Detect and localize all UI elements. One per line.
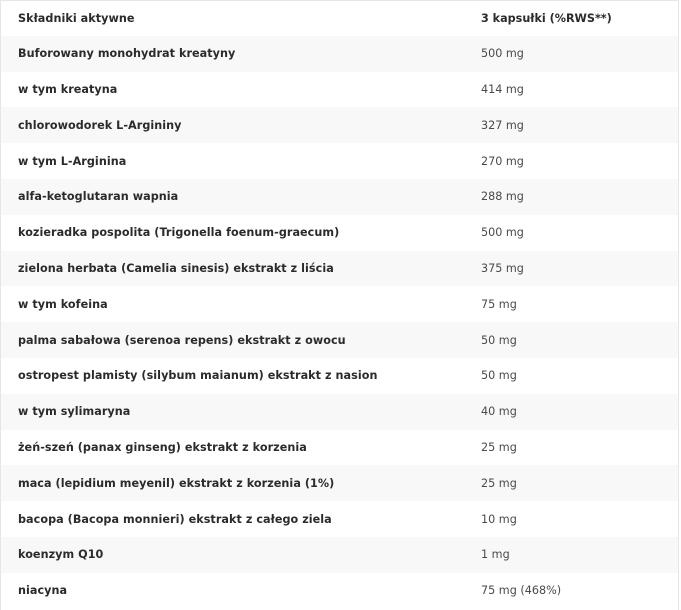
ingredient-name: bacopa (Bacopa monnieri) ekstrakt z całego ziela (18, 512, 332, 526)
column-header-ingredient: Składniki aktywne (18, 11, 135, 25)
ingredient-name: koenzym Q10 (18, 548, 104, 562)
column-header-amount: 3 kapsułki (%RWS**) (481, 11, 612, 25)
ingredient-amount: 10 mg (481, 512, 517, 526)
ingredient-name: żeń-szeń (panax ginseng) ekstrakt z korzenia (18, 440, 307, 454)
ingredient-amount: 327 mg (481, 118, 524, 132)
ingredient-amount: 40 mg (481, 405, 517, 419)
ingredient-amount: 500 mg (481, 47, 524, 61)
ingredient-amount: 75 mg (468%) (481, 584, 562, 598)
ingredient-amount: 75 mg (481, 297, 517, 311)
table-row (1, 537, 678, 573)
ingredient-amount: 288 mg (481, 190, 524, 204)
table-row (1, 501, 678, 537)
ingredient-name: ostropest plamisty (silybum maianum) ekstrakt z nasion (18, 369, 378, 383)
table-row (1, 573, 678, 609)
table-row (1, 358, 678, 394)
table-row (1, 36, 678, 72)
table-row (1, 72, 678, 108)
ingredient-name: alfa-ketoglutaran wapnia (18, 190, 179, 204)
table-row (1, 251, 678, 287)
ingredient-name: w tym kofeina (18, 297, 108, 311)
table-body (1, 36, 678, 609)
ingredient-name: Buforowany monohydrat kreatyny (18, 47, 236, 61)
table-row (1, 430, 678, 466)
ingredient-name: w tym L-Arginina (18, 154, 127, 168)
ingredient-amount: 25 mg (481, 440, 517, 454)
ingredient-name: palma sabałowa (serenoa repens) ekstrakt z owocu (18, 333, 346, 347)
ingredient-name: chlorowodorek L-Argininy (18, 118, 182, 132)
ingredient-name: w tym sylimaryna (18, 405, 131, 419)
table-row (1, 394, 678, 430)
ingredient-amount: 270 mg (481, 154, 524, 168)
ingredient-amount: 25 mg (481, 476, 517, 490)
table-header-row (1, 0, 678, 36)
ingredient-name: niacyna (18, 584, 68, 598)
ingredient-name: w tym kreatyna (18, 82, 118, 96)
table-row (1, 322, 678, 358)
ingredient-amount: 375 mg (481, 261, 524, 275)
ingredient-amount: 1 mg (481, 548, 510, 562)
table-row (1, 143, 678, 179)
table-row (1, 107, 678, 143)
table-row (1, 465, 678, 501)
ingredient-amount: 50 mg (481, 369, 517, 383)
ingredient-name: maca (lepidium meyenil) ekstrakt z korzenia (1%) (18, 476, 335, 490)
ingredient-amount: 50 mg (481, 333, 517, 347)
table-row (1, 179, 678, 215)
ingredient-name: kozieradka pospolita (Trigonella foenum-graecum) (18, 226, 340, 240)
table-row (1, 286, 678, 322)
table-row (1, 215, 678, 251)
ingredient-amount: 500 mg (481, 226, 524, 240)
ingredient-amount: 414 mg (481, 82, 524, 96)
ingredient-name: zielona herbata (Camelia sinesis) ekstrakt z liścia (18, 261, 334, 275)
